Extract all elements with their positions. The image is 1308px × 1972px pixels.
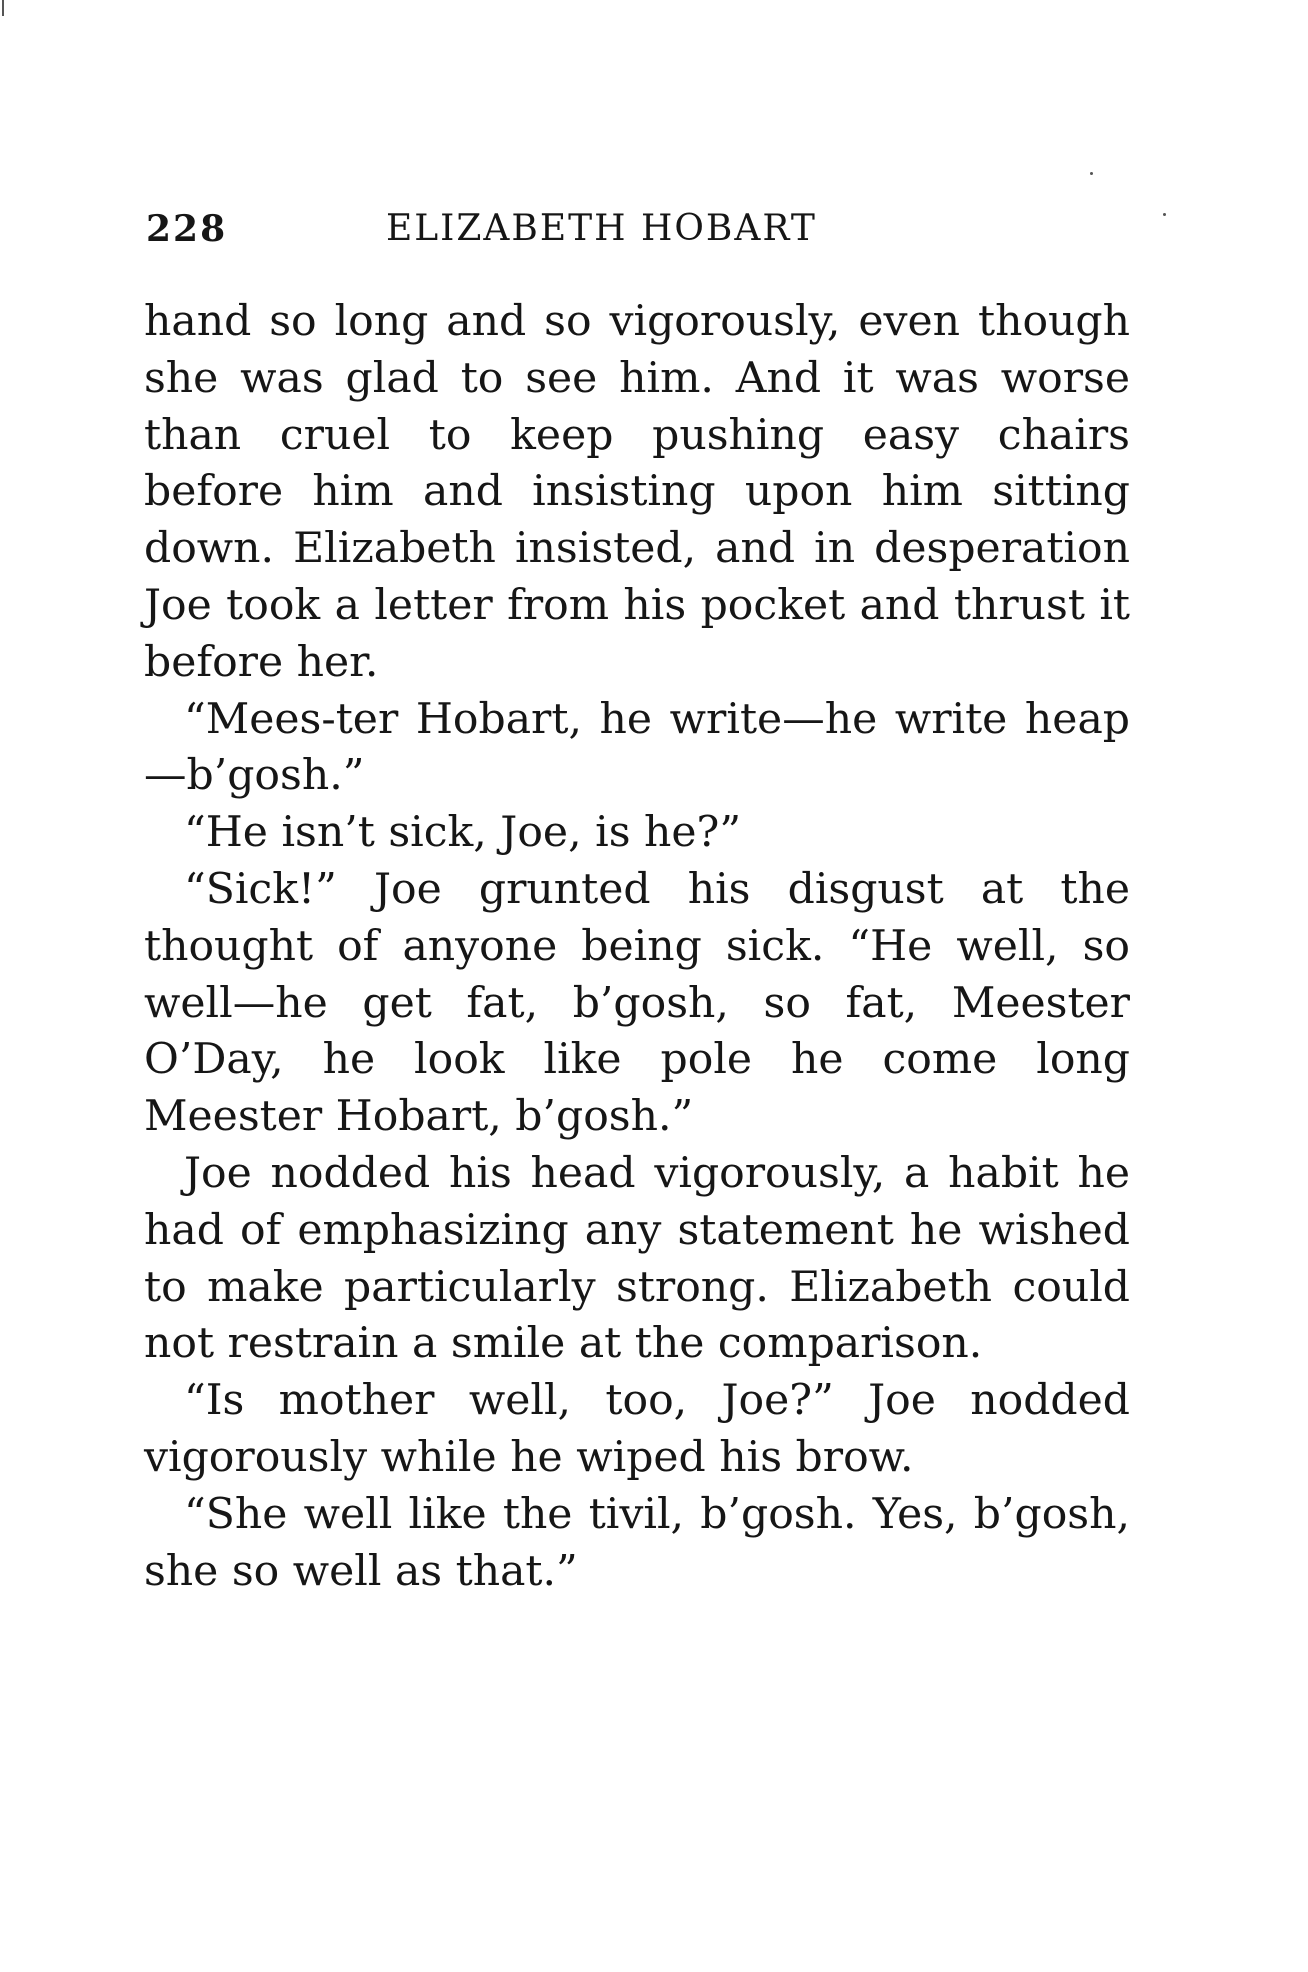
paragraph: Joe nodded his head vigorously, a habit he had of emphasizing any statement he wished to make particularly strong. Elizabeth could not restrain a smile at the comparison.: [144, 1148, 1130, 1369]
scan-speck: [1090, 172, 1093, 175]
paragraph: “Mees-ter Hobart, he write—he write heap—b’gosh.”: [144, 694, 1130, 801]
scan-mark: [2, 0, 4, 16]
paragraph: “She well like the tivil, b’gosh. Yes, b’gosh, she so well as that.”: [144, 1489, 1130, 1596]
paragraph: “Is mother well, too, Joe?” Joe nodded vigorously while he wiped his brow.: [144, 1376, 1130, 1482]
scan-speck: [1163, 213, 1166, 216]
page-header: [146, 208, 1132, 268]
body-text: [144, 294, 1130, 1600]
paragraph: hand so long and so vigorously, even though she was glad to see him. And it was worse than cruel to keep pushing easy chairs before him and insisting upon him sitting down. Elizabeth insisted, and in desperation Joe took a letter from his pocket and thrust it before her.: [144, 297, 1130, 687]
paragraph: “He isn’t sick, Joe, is he?”: [184, 808, 742, 858]
paragraph: “Sick!” Joe grunted his disgust at the thought of anyone being sick. “He well, so well—he get fat, b’gosh, so fat, Meester O’Day, he look like pole he come long Meester Hobart, b’gosh.”: [144, 864, 1130, 1142]
running-head: ELIZABETH HOBART: [386, 208, 817, 249]
page-number: 228: [146, 208, 228, 250]
